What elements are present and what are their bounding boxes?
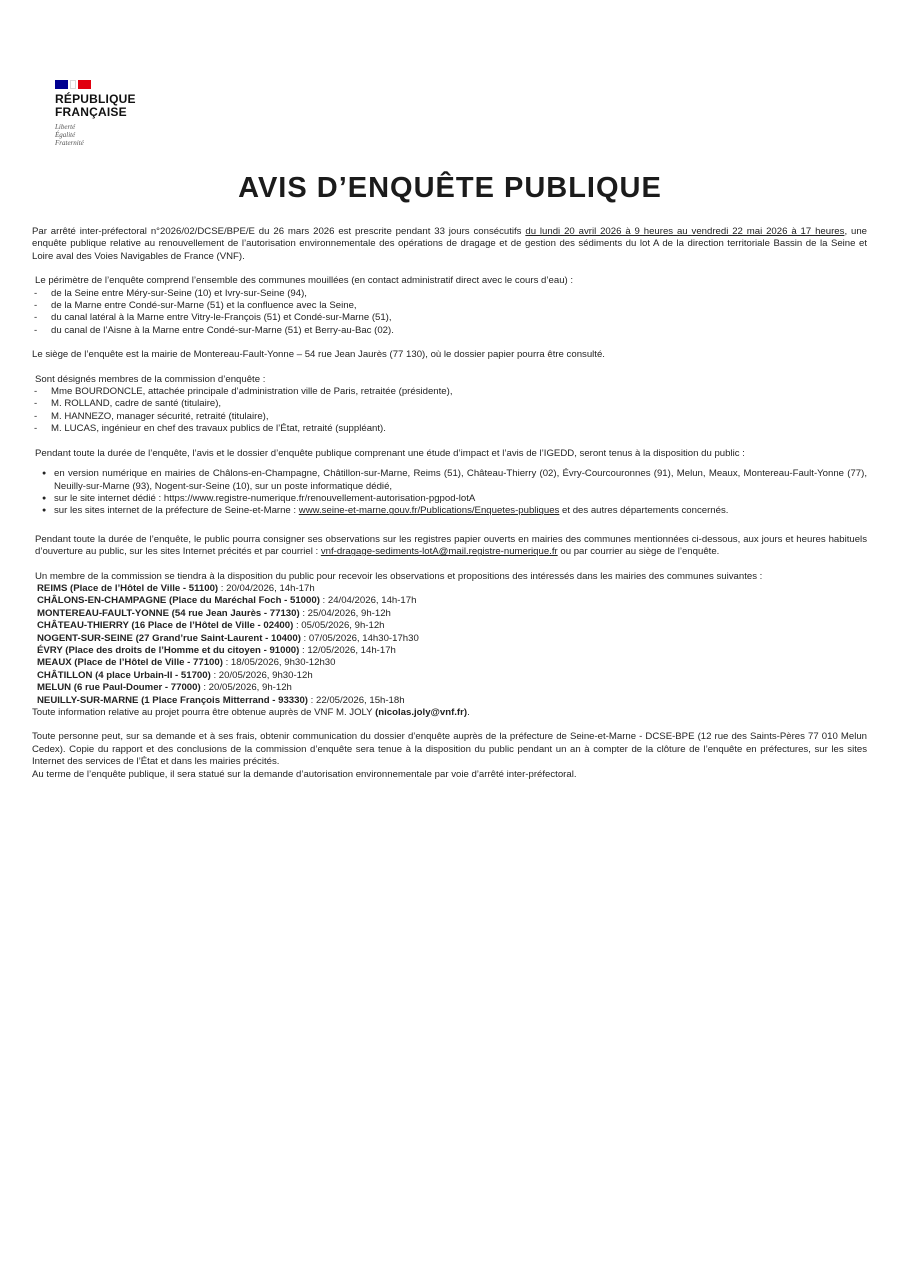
- intro-paragraph: Par arrêté inter-préfectoral n°2026/02/DCSE/BPE/E du 26 mars 2026 est prescrite pendant 33 jours consécutifs du lundi 20 avril 2026 à 9 heures au vendredi 22 mai 2026 à 17 heures, une enquête publique relative au renouvellement de l’autorisation environnementale des opérations de dragage et de gestion des sédiments du lot A de la direction territoriale Bassin de la Seine et Loire aval des Voies Navigables de France (VNF).: [32, 226, 867, 262]
- vnf-contact-email: (nicolas.joly@vnf.fr): [375, 707, 468, 718]
- marianne-flag-icon: [55, 80, 175, 89]
- list-item: - du canal de l’Aisne à la Marne entre Condé-sur-Marne (51) et Berry-au-Bac (02).: [32, 325, 867, 337]
- list-item: ● sur le site internet dédié : https://www.registre-numerique.fr/renouvellement-autorisation-pgpod-lotA: [42, 493, 867, 505]
- perimeter-heading: Le périmètre de l’enquête comprend l’ensemble des communes mouillées (en contact administratif direct avec le cours d’eau) :: [35, 275, 574, 287]
- list-item: CHÂTILLON (4 place Urbain-II - 51700) : 20/05/2026, 9h30-12h: [37, 669, 313, 681]
- page-title: AVIS D’ENQUÊTE PUBLIQUE: [238, 172, 662, 204]
- prefecture-website-link[interactable]: www.seine-et-marne.gouv.fr/Publications/Enquetes-publiques: [298, 505, 560, 517]
- notice-body: [32, 226, 867, 781]
- availability-list: [32, 468, 867, 518]
- list-item: MEAUX (Place de l’Hôtel de Ville - 77100) : 18/05/2026, 9h30-12h30: [37, 657, 336, 669]
- list-item: NEUILLY-SUR-MARNE (1 Place François Mitterrand - 93330) : 22/05/2026, 15h-18h: [37, 694, 405, 706]
- list-item: NOGENT-SUR-SEINE (27 Grand’rue Saint-Laurent - 10400) : 07/05/2026, 14h30-17h30: [37, 632, 419, 644]
- list-item: - de la Marne entre Condé-sur-Marne (51) et la confluence avec la Seine,: [32, 300, 867, 312]
- availability-heading: Pendant toute la durée de l’enquête, l’avis et le dossier d’enquête publique comprenant une étude d’impact et l’avis de l’IGEDD, seront tenus à la disposition du public :: [35, 447, 745, 459]
- info-paragraph: Toute information relative au projet pourra être obtenue auprès de VNF M. JOLY (nicolas.joly@vnf.fr).: [32, 707, 470, 718]
- closing-paragraph: Toute personne peut, sur sa demande et à ses frais, obtenir communication du dossier d’enquête auprès de la préfecture de Seine-et-Marne - DCSE-BPE (12 rue des Saints-Pères 77 010 Melun Cedex). Copie du rapport et des conclusions de la commission d’enquête sera tenue à la disposition du public pendant un an à compter de la clôture de l’enquête en préfectures, sur les sites Internet des services de l’État et dans les mairies précités.: [32, 731, 867, 768]
- permanences-heading: Un membre de la commission se tiendra à la disposition du public pour recevoir les observations et propositions des intéressés dans les mairies des communes suivantes :: [35, 570, 763, 582]
- list-item: - M. HANNEZO, manager sécurité, retraité (titulaire),: [32, 411, 867, 423]
- list-item: - M. ROLLAND, cadre de santé (titulaire),: [32, 398, 867, 410]
- seat-paragraph: Le siège de l’enquête est la mairie de Montereau-Fault-Yonne – 54 rue Jean Jaurès (77 130), où le dossier papier pourra être consulté.: [32, 349, 605, 361]
- commission-list: [32, 386, 867, 436]
- list-item: - de la Seine entre Méry-sur-Seine (10) et Ivry-sur-Seine (94),: [32, 288, 867, 300]
- list-item: - du canal latéral à la Marne entre Vitry-le-François (51) et Condé-sur-Marne (51),: [32, 312, 867, 324]
- permanences-list: [32, 583, 867, 707]
- list-item: MONTEREAU-FAULT-YONNE (54 rue Jean Jaurès - 77130) : 25/04/2026, 9h-12h: [37, 607, 391, 619]
- final-paragraph: Au terme de l’enquête publique, il sera statué sur la demande d’autorisation environnementale par voie d’arrêté inter-préfectoral.: [32, 768, 577, 780]
- list-item: - M. LUCAS, ingénieur en chef des travaux publics de l’État, retraité (suppléant).: [32, 423, 867, 435]
- list-item: MELUN (6 rue Paul-Doumer - 77000) : 20/05/2026, 9h-12h: [37, 682, 292, 694]
- observations-email-link[interactable]: vnf-dragage-sediments-lotA@mail.registre-numerique.fr: [320, 546, 558, 558]
- enquiry-dates: du lundi 20 avril 2026 à 9 heures au vendredi 22 mai 2026 à 17 heures: [525, 226, 845, 237]
- observations-paragraph: Pendant toute la durée de l’enquête, le public pourra consigner ses observations sur les registres papier ouverts en mairies des communes mentionnées ci-dessous, aux jours et heures habituels d’ouverture au public, sur les sites Internet précités et par courriel : vnf-dragage-sediments-lotA@mail.registre-numerique.fr ou par courrier au siège de l’enquête.: [35, 533, 867, 558]
- logo-motto: Liberté Égalité Fraternité: [55, 123, 84, 147]
- perimeter-list: [32, 288, 867, 338]
- list-item: ● en version numérique en mairies de Châlons-en-Champagne, Châtillon-sur-Marne, Reims (51), Château-Thierry (02), Évry-Courcouronnes (91), Melun, Meaux, Montereau-Fault-Yonne (77), Neuilly-sur-Marne (93), Nogent-sur-Seine (10), sur un poste informatique dédié,: [42, 468, 867, 493]
- list-item: - Mme BOURDONCLE, attachée principale d’administration ville de Paris, retraitée (présidente),: [32, 386, 867, 398]
- logo-line-1: RÉPUBLIQUE: [55, 92, 136, 106]
- commission-heading: Sont désignés membres de la commission d’enquête :: [35, 373, 266, 385]
- republique-francaise-logo: [55, 80, 175, 147]
- list-item: CHÂLONS-EN-CHAMPAGNE (Place du Maréchal Foch - 51000) : 24/04/2026, 14h-17h: [37, 595, 417, 607]
- list-item: REIMS (Place de l’Hôtel de Ville - 51100) : 20/04/2026, 14h-17h: [37, 582, 315, 594]
- list-item: ● sur les sites internet de la préfecture de Seine-et-Marne : www.seine-et-marne.gouv.fr/Publications/Enquetes-publiques et des autres départements concernés.: [42, 505, 867, 517]
- list-item: ÉVRY (Place des droits de l’Homme et du citoyen - 91000) : 12/05/2026, 14h-17h: [37, 644, 396, 656]
- list-item: CHÂTEAU-THIERRY (16 Place de l’Hôtel de Ville - 02400) : 05/05/2026, 9h-12h: [37, 620, 385, 632]
- logo-line-2: FRANÇAISE: [55, 105, 127, 119]
